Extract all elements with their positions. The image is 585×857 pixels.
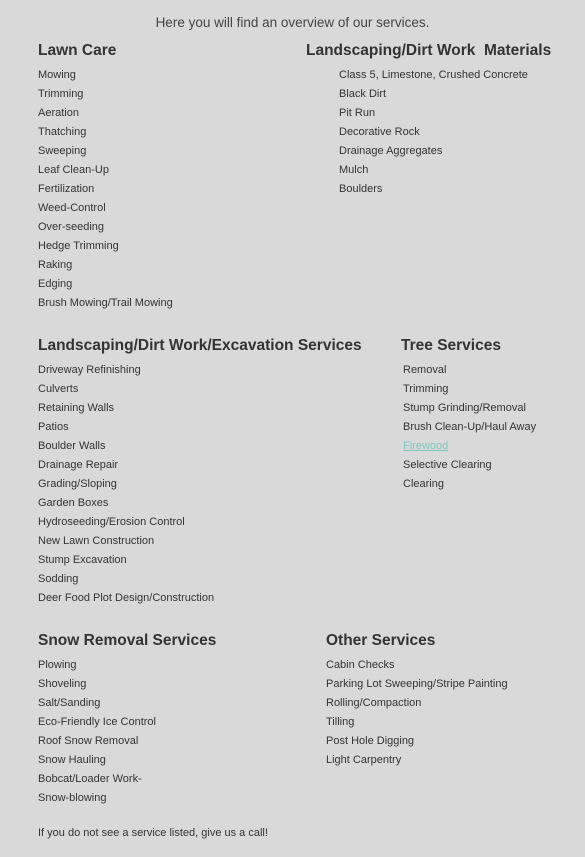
list-item: Decorative Rock: [339, 126, 420, 138]
list-item: Thatching: [38, 126, 87, 138]
lawn-care-section: [38, 41, 173, 313]
list-item: Weed-Control: [38, 202, 106, 214]
materials-list: [306, 66, 551, 199]
lawn-care-title: Lawn Care: [38, 42, 117, 59]
snow-list: [38, 656, 216, 808]
list-item: Snow Hauling: [38, 754, 106, 766]
list-item: Edging: [38, 278, 73, 290]
list-item: Clearing: [403, 478, 444, 490]
list-item: Leaf Clean-Up: [38, 164, 109, 176]
list-item: Roof Snow Removal: [38, 735, 139, 747]
excavation-section: [38, 336, 362, 608]
intro-text: Here you will find an overview of our services.: [155, 15, 430, 30]
tree-section: [401, 336, 536, 494]
list-item: Class 5, Limestone, Crushed Concrete: [339, 69, 528, 81]
list-item: Tilling: [326, 716, 355, 728]
snow-title: Snow Removal Services: [38, 632, 217, 649]
list-item: Patios: [38, 421, 69, 433]
list-item: Post Hole Digging: [326, 735, 415, 747]
list-item: Bobcat/Loader Work-: [38, 773, 142, 785]
other-section: [326, 631, 508, 770]
list-item: Selective Clearing: [403, 459, 492, 471]
list-item: Drainage Aggregates: [339, 145, 443, 157]
lawn-care-list: [38, 66, 173, 313]
materials-title: Landscaping/Dirt Work Materials: [306, 42, 552, 59]
list-item: Aeration: [38, 107, 79, 119]
list-item: Over-seeding: [38, 221, 105, 233]
list-item: Sodding: [38, 573, 79, 585]
list-item: Hedge Trimming: [38, 240, 119, 252]
list-item: Salt/Sanding: [38, 697, 101, 709]
snow-section: [38, 631, 216, 808]
excavation-title: Landscaping/Dirt Work/Excavation Services: [38, 337, 362, 354]
list-item: Retaining Walls: [38, 402, 115, 414]
tree-list: [401, 361, 536, 494]
list-item: Rolling/Compaction: [326, 697, 422, 709]
footer-note: If you do not see a service listed, give us a call!: [38, 827, 268, 839]
list-item: Light Carpentry: [326, 754, 402, 766]
excavation-list: [38, 361, 362, 608]
list-item: Fertilization: [38, 183, 95, 195]
list-item: Pit Run: [339, 107, 376, 119]
list-item: Eco-Friendly Ice Control: [38, 716, 156, 728]
other-list: [326, 656, 508, 770]
list-item: Removal: [403, 364, 447, 376]
list-item: Mulch: [339, 164, 369, 176]
list-item: Driveway Refinishing: [38, 364, 141, 376]
list-item: Stump Grinding/Removal: [403, 402, 526, 414]
list-item: Shoveling: [38, 678, 87, 690]
list-item: Grading/Sloping: [38, 478, 117, 490]
list-item: Mowing: [38, 69, 76, 81]
list-item: Drainage Repair: [38, 459, 119, 471]
list-item: Stump Excavation: [38, 554, 127, 566]
list-item: Brush Clean-Up/Haul Away: [403, 421, 537, 433]
list-item: Deer Food Plot Design/Construction: [38, 592, 215, 604]
list-item: Trimming: [38, 88, 84, 100]
materials-section: [306, 41, 551, 199]
list-item: Garden Boxes: [38, 497, 109, 509]
list-item: Culverts: [38, 383, 79, 395]
list-item: Cabin Checks: [326, 659, 395, 671]
list-item: Sweeping: [38, 145, 87, 157]
list-item: Black Dirt: [339, 88, 387, 100]
list-item: Raking: [38, 259, 73, 271]
firewood-link[interactable]: Firewood: [403, 440, 449, 452]
tree-title: Tree Services: [401, 337, 501, 354]
list-item: Boulder Walls: [38, 440, 106, 452]
list-item: Parking Lot Sweeping/Stripe Painting: [326, 678, 508, 690]
other-title: Other Services: [326, 632, 436, 649]
list-item: Hydroseeding/Erosion Control: [38, 516, 185, 528]
list-item: Brush Mowing/Trail Mowing: [38, 297, 173, 309]
list-item: Plowing: [38, 659, 77, 671]
list-item: New Lawn Construction: [38, 535, 155, 547]
list-item: Boulders: [339, 183, 383, 195]
list-item: Trimming: [403, 383, 449, 395]
list-item: Snow-blowing: [38, 792, 107, 804]
